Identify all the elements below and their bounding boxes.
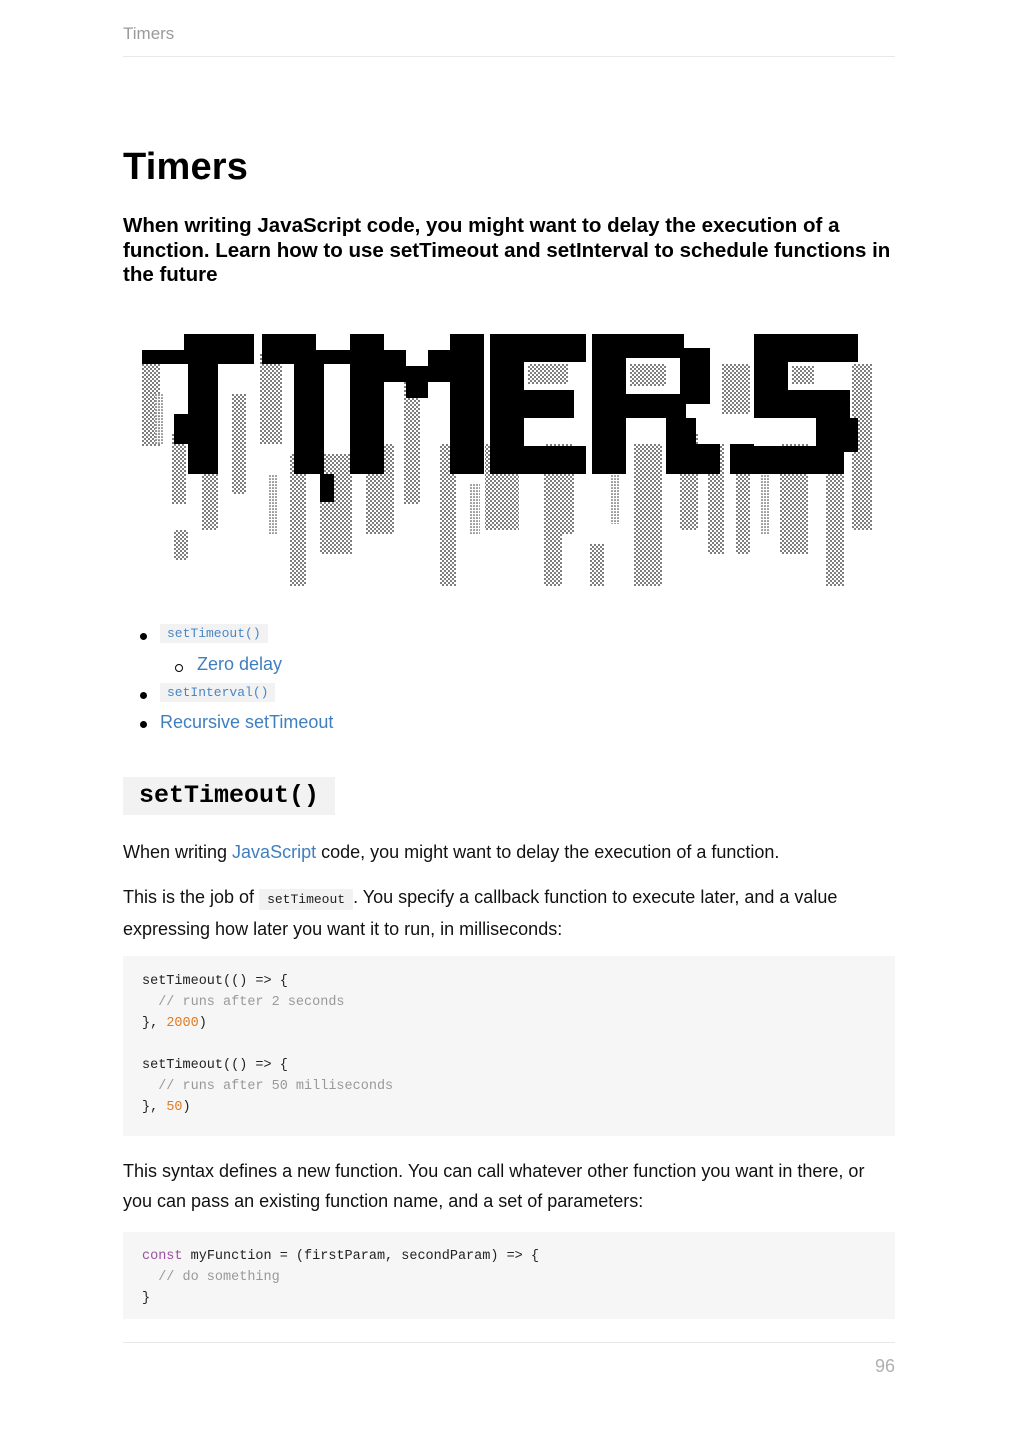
bullet-icon — [140, 721, 147, 728]
running-header: Timers — [123, 24, 895, 57]
inline-code: setTimeout — [259, 889, 353, 910]
page-number: 96 — [874, 1356, 895, 1376]
code-text: ) — [198, 1016, 207, 1031]
toc-item-recursive[interactable] — [123, 712, 723, 741]
bullet-icon — [140, 633, 147, 640]
toc-link-setinterval[interactable]: setInterval() — [160, 683, 275, 702]
code-text: ) — [182, 1100, 191, 1115]
text: This is the job of — [123, 887, 260, 907]
table-of-contents — [123, 624, 723, 741]
toc-link-settimeout[interactable]: setTimeout() — [160, 624, 268, 643]
text: code, you might want to delay the execution of a function. — [316, 842, 780, 862]
bullet-icon — [140, 692, 147, 699]
code-block-2 — [123, 1232, 895, 1319]
javascript-link[interactable]: JavaScript — [232, 842, 317, 862]
code-line — [142, 1246, 876, 1267]
timers-banner-image — [140, 334, 875, 590]
paragraph-intro — [123, 838, 895, 868]
code-block-1 — [123, 956, 895, 1136]
code-line: } — [142, 1291, 151, 1306]
text: . You specify a callback function to execute later, and a value expressing how later you want it to run, in milliseconds: — [123, 887, 838, 939]
code-comment: // do something — [142, 1270, 280, 1285]
code-comment: // runs after 2 seconds — [142, 995, 345, 1010]
chapter-subtitle: When writing JavaScript code, you might want to delay the execution of a function. Learn how to use setTimeout and setInterval to schedule functions in the future — [123, 214, 891, 286]
code-text: myFunction = (firstParam, secondParam) => { — [182, 1249, 539, 1264]
code-line: setTimeout(() => { — [142, 1058, 288, 1073]
section-heading: setTimeout() — [123, 777, 335, 815]
page-title: Timers — [123, 146, 249, 188]
toc-link-zero-delay[interactable]: Zero delay — [197, 654, 283, 674]
paragraph-syntax: This syntax defines a new function. You can call whatever other function you want in there, or you can pass an existing function name, and a set of parameters: — [123, 1161, 865, 1211]
code-line: setTimeout(() => { — [142, 974, 288, 989]
code-text: }, — [142, 1100, 167, 1115]
text: When writing — [123, 842, 233, 862]
code-number: 50 — [166, 1100, 183, 1115]
code-blank-line — [142, 1034, 876, 1055]
toc-subitem-zero-delay[interactable] — [123, 654, 723, 683]
paragraph-settimeout-job — [123, 883, 895, 944]
code-line — [142, 1097, 876, 1118]
code-keyword: const — [142, 1249, 183, 1264]
code-comment: // runs after 50 milliseconds — [142, 1079, 394, 1094]
toc-link-recursive-settimeout[interactable]: Recursive setTimeout — [160, 712, 334, 732]
footer-divider — [123, 1342, 895, 1343]
toc-item-settimeout[interactable] — [123, 624, 723, 654]
code-number: 2000 — [166, 1016, 199, 1031]
hollow-bullet-icon — [175, 664, 183, 672]
code-line — [142, 1013, 876, 1034]
toc-item-setinterval[interactable] — [123, 683, 723, 712]
code-text: }, — [142, 1016, 167, 1031]
